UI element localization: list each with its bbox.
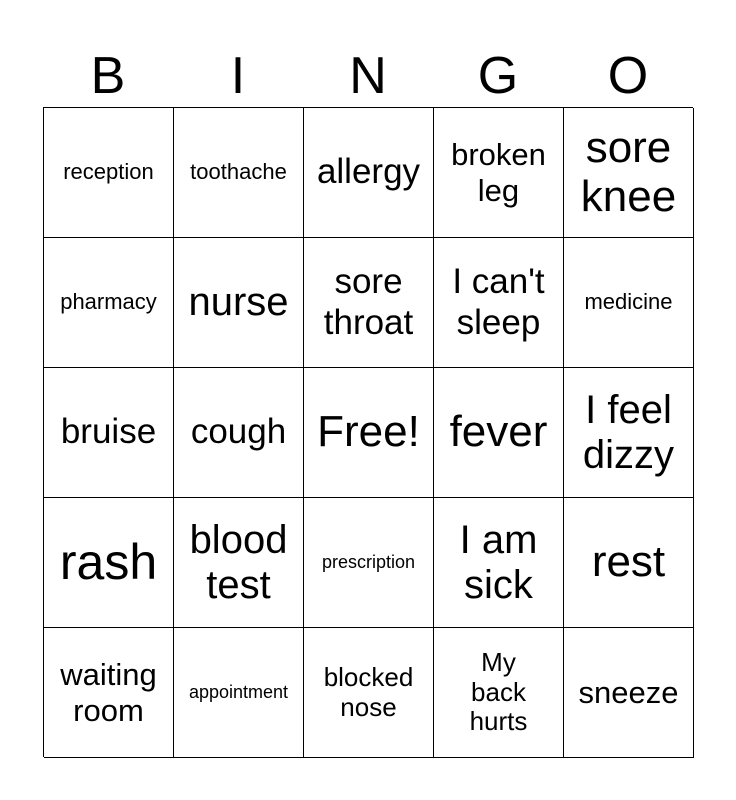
bingo-cell[interactable] (174, 238, 304, 368)
bingo-cell[interactable] (434, 498, 564, 628)
bingo-cell[interactable] (304, 238, 434, 368)
bingo-cell[interactable] (564, 368, 694, 498)
cell-label: pharmacy (60, 289, 157, 315)
bingo-cell[interactable] (564, 108, 694, 238)
header-letter-g: G (477, 47, 519, 105)
bingo-cell[interactable] (174, 108, 304, 238)
bingo-cell[interactable] (434, 628, 564, 758)
bingo-cell[interactable] (174, 498, 304, 628)
cell-label: medicine (584, 289, 673, 315)
header-letter-b: B (90, 47, 126, 105)
bingo-cell[interactable] (434, 238, 564, 368)
cell-label: rest (591, 537, 666, 587)
cell-label: waiting room (60, 656, 157, 728)
header-letter-i: I (230, 47, 246, 105)
cell-label: My back hurts (469, 646, 528, 737)
bingo-cell[interactable] (44, 108, 174, 238)
cell-label: blood test (189, 517, 288, 607)
header-letter-o: O (607, 47, 649, 105)
bingo-cell[interactable] (44, 498, 174, 628)
bingo-cell[interactable] (44, 368, 174, 498)
header-letter-n: N (349, 47, 387, 105)
cell-label: fever (449, 407, 548, 457)
bingo-cell[interactable] (44, 628, 174, 758)
bingo-cell[interactable] (304, 108, 434, 238)
bingo-cell[interactable] (174, 628, 304, 758)
bingo-cell[interactable] (44, 238, 174, 368)
cell-label: nurse (188, 280, 289, 325)
cell-label: rash (59, 534, 158, 590)
free-space-cell[interactable] (304, 368, 434, 498)
cell-label: cough (190, 412, 287, 452)
bingo-cell[interactable] (434, 108, 564, 238)
bingo-header (43, 46, 693, 106)
cell-label: allergy (316, 152, 421, 192)
cell-label: appointment (188, 681, 289, 702)
bingo-cell[interactable] (174, 368, 304, 498)
cell-label: blocked nose (323, 661, 414, 722)
cell-label: sore knee (580, 123, 677, 221)
bingo-cell[interactable] (304, 498, 434, 628)
bingo-board (43, 107, 693, 757)
bingo-cell[interactable] (564, 238, 694, 368)
cell-label: I can't sleep (452, 262, 545, 342)
cell-label: broken leg (451, 136, 546, 208)
cell-label: prescription (321, 551, 416, 572)
cell-label: I am sick (459, 517, 538, 607)
cell-label: toothache (190, 159, 287, 185)
cell-label: reception (63, 159, 154, 185)
cell-label: sneeze (578, 674, 679, 710)
bingo-cell[interactable] (564, 628, 694, 758)
bingo-cell[interactable] (564, 498, 694, 628)
cell-label: Free! (317, 407, 420, 457)
cell-label: sore throat (323, 262, 414, 342)
cell-label: bruise (60, 412, 157, 452)
bingo-cell[interactable] (304, 628, 434, 758)
bingo-cell[interactable] (434, 368, 564, 498)
cell-label: I feel dizzy (582, 387, 675, 477)
